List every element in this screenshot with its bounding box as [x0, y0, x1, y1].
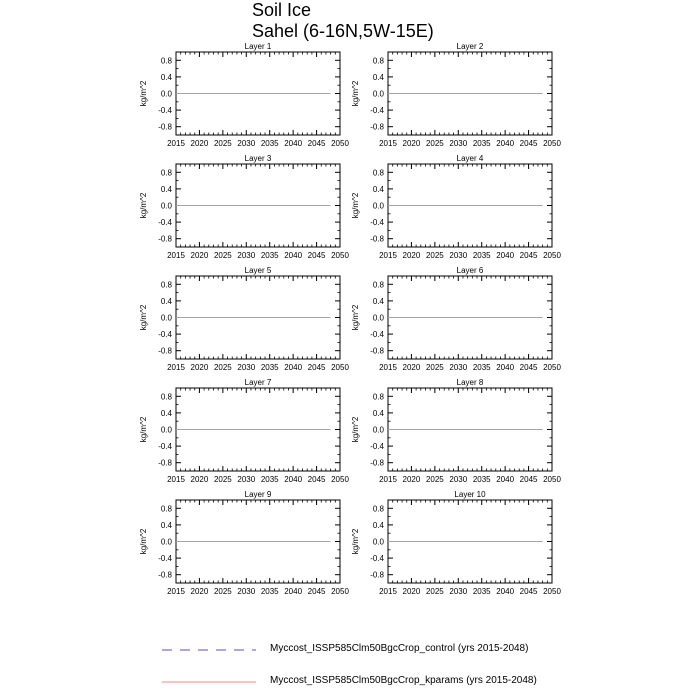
x-tick-label: 2050 [543, 587, 561, 596]
x-tick-label: 2030 [449, 363, 468, 372]
x-tick-label: 2020 [190, 475, 209, 484]
y-tick-label: 0.8 [160, 392, 172, 402]
x-tick-label: 2050 [331, 363, 349, 372]
chart-title: Soil Ice [252, 0, 312, 20]
y-tick-label: -0.4 [370, 554, 384, 564]
x-tick-label: 2035 [472, 139, 491, 148]
x-tick-label: 2040 [496, 139, 515, 148]
y-tick-label: 0.8 [372, 392, 384, 402]
y-tick-label: 0.0 [372, 201, 384, 211]
legend-label-kparams: Myccost_ISSP585Clm50BgcCrop_kparams (yrs 2015-2048) [270, 675, 537, 686]
x-tick-label: 2035 [472, 587, 491, 596]
x-tick-label: 2015 [167, 363, 185, 372]
y-tick-label: -0.8 [158, 346, 172, 356]
panel-title: Layer 10 [454, 490, 486, 499]
panel-title: Layer 4 [456, 154, 484, 163]
x-tick-label: 2025 [425, 475, 444, 484]
y-tick-label: 0.4 [372, 408, 384, 418]
x-tick-label: 2015 [379, 475, 397, 484]
y-axis-label: kg/m^2 [351, 80, 360, 107]
y-axis-label: kg/m^2 [139, 192, 148, 219]
x-tick-label: 2050 [331, 475, 349, 484]
x-tick-label: 2015 [167, 139, 185, 148]
y-tick-label: 0.4 [372, 296, 384, 306]
x-tick-label: 2015 [167, 587, 185, 596]
x-tick-label: 2020 [402, 251, 421, 260]
x-tick-label: 2030 [449, 251, 468, 260]
panel-layer-4 [351, 154, 561, 260]
panel-layer-2 [351, 42, 561, 148]
x-tick-label: 2030 [449, 475, 468, 484]
panel-layer-5 [139, 266, 349, 372]
legend-entry-control [160, 642, 680, 658]
x-tick-label: 2035 [260, 363, 279, 372]
x-tick-label: 2040 [284, 139, 303, 148]
legend-swatch-kparams [160, 674, 260, 690]
y-tick-label: 0.0 [372, 425, 384, 435]
legend-label-control: Myccost_ISSP585Clm50BgcCrop_control (yrs 2015-2048) [270, 643, 529, 654]
panel-title: Layer 1 [244, 42, 272, 51]
y-tick-label: 0.8 [372, 504, 384, 514]
y-tick-label: 0.8 [372, 168, 384, 178]
x-tick-label: 2045 [307, 251, 326, 260]
x-tick-label: 2030 [237, 587, 256, 596]
x-tick-label: 2015 [167, 251, 185, 260]
panel-layer-6 [351, 266, 561, 372]
x-tick-label: 2030 [449, 139, 468, 148]
x-tick-label: 2030 [237, 475, 256, 484]
y-tick-label: 0.4 [372, 72, 384, 82]
x-tick-label: 2050 [331, 139, 349, 148]
y-axis-label: kg/m^2 [139, 528, 148, 555]
x-tick-label: 2035 [472, 251, 491, 260]
y-tick-label: -0.4 [158, 106, 172, 116]
x-tick-label: 2045 [519, 363, 538, 372]
y-tick-label: 0.8 [372, 56, 384, 66]
x-tick-label: 2020 [402, 363, 421, 372]
y-axis-label: kg/m^2 [351, 304, 360, 331]
x-tick-label: 2030 [237, 363, 256, 372]
y-tick-label: 0.4 [160, 72, 172, 82]
y-axis-label: kg/m^2 [139, 416, 148, 443]
x-tick-label: 2050 [543, 251, 561, 260]
panel-title: Layer 2 [456, 42, 484, 51]
x-tick-label: 2040 [496, 251, 515, 260]
y-tick-label: 0.0 [160, 537, 172, 547]
y-tick-label: -0.8 [158, 570, 172, 580]
y-tick-label: 0.4 [372, 520, 384, 530]
panel-title: Layer 9 [244, 490, 272, 499]
panel-layer-3 [139, 154, 349, 260]
y-axis-label: kg/m^2 [351, 528, 360, 555]
y-tick-label: -0.8 [370, 570, 384, 580]
x-tick-label: 2020 [190, 587, 209, 596]
x-tick-label: 2040 [284, 475, 303, 484]
x-tick-label: 2035 [260, 587, 279, 596]
y-tick-label: -0.8 [370, 122, 384, 132]
y-tick-label: 0.4 [372, 184, 384, 194]
x-tick-label: 2045 [519, 251, 538, 260]
x-tick-label: 2050 [543, 363, 561, 372]
x-tick-label: 2030 [237, 251, 256, 260]
y-tick-label: -0.4 [158, 218, 172, 228]
legend-swatch-control [160, 642, 260, 658]
x-tick-label: 2045 [307, 363, 326, 372]
panel-title: Layer 6 [456, 266, 484, 275]
x-tick-label: 2045 [307, 587, 326, 596]
x-tick-label: 2030 [449, 587, 468, 596]
y-tick-label: -0.8 [158, 458, 172, 468]
y-tick-label: 0.4 [160, 408, 172, 418]
panel-layer-7 [139, 378, 349, 484]
panel-layer-1 [139, 42, 349, 148]
x-tick-label: 2015 [167, 475, 185, 484]
legend-entry-kparams [160, 674, 680, 690]
y-axis-label: kg/m^2 [351, 416, 360, 443]
x-tick-label: 2050 [331, 251, 349, 260]
y-tick-label: 0.4 [160, 520, 172, 530]
y-tick-label: 0.0 [160, 201, 172, 211]
y-tick-label: 0.0 [160, 89, 172, 99]
x-tick-label: 2040 [496, 475, 515, 484]
panel-layer-9 [139, 490, 349, 596]
x-tick-label: 2030 [237, 139, 256, 148]
x-tick-label: 2020 [190, 139, 209, 148]
panel-title: Layer 8 [456, 378, 484, 387]
y-tick-label: 0.8 [160, 168, 172, 178]
y-axis-label: kg/m^2 [351, 192, 360, 219]
y-tick-label: -0.4 [370, 442, 384, 452]
x-tick-label: 2025 [213, 139, 232, 148]
x-tick-label: 2050 [543, 475, 561, 484]
y-tick-label: -0.4 [158, 554, 172, 564]
x-tick-label: 2035 [260, 139, 279, 148]
x-tick-label: 2035 [472, 475, 491, 484]
x-tick-label: 2015 [379, 587, 397, 596]
y-tick-label: 0.8 [160, 56, 172, 66]
panel-title: Layer 7 [244, 378, 272, 387]
y-tick-label: -0.4 [158, 330, 172, 340]
x-tick-label: 2015 [379, 363, 397, 372]
y-tick-label: -0.4 [370, 218, 384, 228]
y-tick-label: 0.4 [160, 184, 172, 194]
panel-title: Layer 3 [244, 154, 272, 163]
y-tick-label: -0.8 [158, 234, 172, 244]
x-tick-label: 2025 [213, 251, 232, 260]
x-tick-label: 2040 [496, 363, 515, 372]
x-tick-label: 2035 [260, 251, 279, 260]
x-tick-label: 2015 [379, 139, 397, 148]
x-tick-label: 2045 [519, 139, 538, 148]
y-tick-label: 0.8 [372, 280, 384, 290]
x-tick-label: 2050 [331, 587, 349, 596]
y-tick-label: -0.4 [370, 106, 384, 116]
y-tick-label: 0.0 [372, 313, 384, 323]
x-tick-label: 2050 [543, 139, 561, 148]
x-tick-label: 2035 [472, 363, 491, 372]
x-tick-label: 2045 [307, 475, 326, 484]
y-tick-label: -0.4 [158, 442, 172, 452]
x-tick-label: 2025 [425, 139, 444, 148]
x-tick-label: 2040 [284, 363, 303, 372]
x-tick-label: 2040 [496, 587, 515, 596]
x-tick-label: 2020 [190, 251, 209, 260]
panel-layer-8 [351, 378, 561, 484]
x-tick-label: 2045 [307, 139, 326, 148]
x-tick-label: 2025 [213, 587, 232, 596]
chart-subtitle: Sahel (6-16N,5W-15E) [252, 21, 434, 41]
x-tick-label: 2045 [519, 587, 538, 596]
y-tick-label: -0.8 [370, 234, 384, 244]
y-tick-label: -0.8 [370, 458, 384, 468]
y-tick-label: -0.8 [158, 122, 172, 132]
y-axis-label: kg/m^2 [139, 304, 148, 331]
x-tick-label: 2015 [379, 251, 397, 260]
x-tick-label: 2025 [213, 363, 232, 372]
y-tick-label: 0.8 [160, 280, 172, 290]
y-tick-label: 0.0 [372, 537, 384, 547]
x-tick-label: 2025 [425, 587, 444, 596]
y-tick-label: 0.0 [160, 425, 172, 435]
x-tick-label: 2040 [284, 587, 303, 596]
x-tick-label: 2035 [260, 475, 279, 484]
y-tick-label: 0.0 [372, 89, 384, 99]
x-tick-label: 2025 [425, 363, 444, 372]
y-tick-label: 0.4 [160, 296, 172, 306]
y-tick-label: -0.8 [370, 346, 384, 356]
x-tick-label: 2020 [402, 139, 421, 148]
y-axis-label: kg/m^2 [139, 80, 148, 107]
x-tick-label: 2020 [402, 587, 421, 596]
x-tick-label: 2020 [190, 363, 209, 372]
y-tick-label: 0.0 [160, 313, 172, 323]
x-tick-label: 2020 [402, 475, 421, 484]
x-tick-label: 2025 [213, 475, 232, 484]
panel-title: Layer 5 [244, 266, 272, 275]
x-tick-label: 2045 [519, 475, 538, 484]
x-tick-label: 2040 [284, 251, 303, 260]
y-tick-label: -0.4 [370, 330, 384, 340]
x-tick-label: 2025 [425, 251, 444, 260]
panel-layer-10 [351, 490, 561, 596]
y-tick-label: 0.8 [160, 504, 172, 514]
